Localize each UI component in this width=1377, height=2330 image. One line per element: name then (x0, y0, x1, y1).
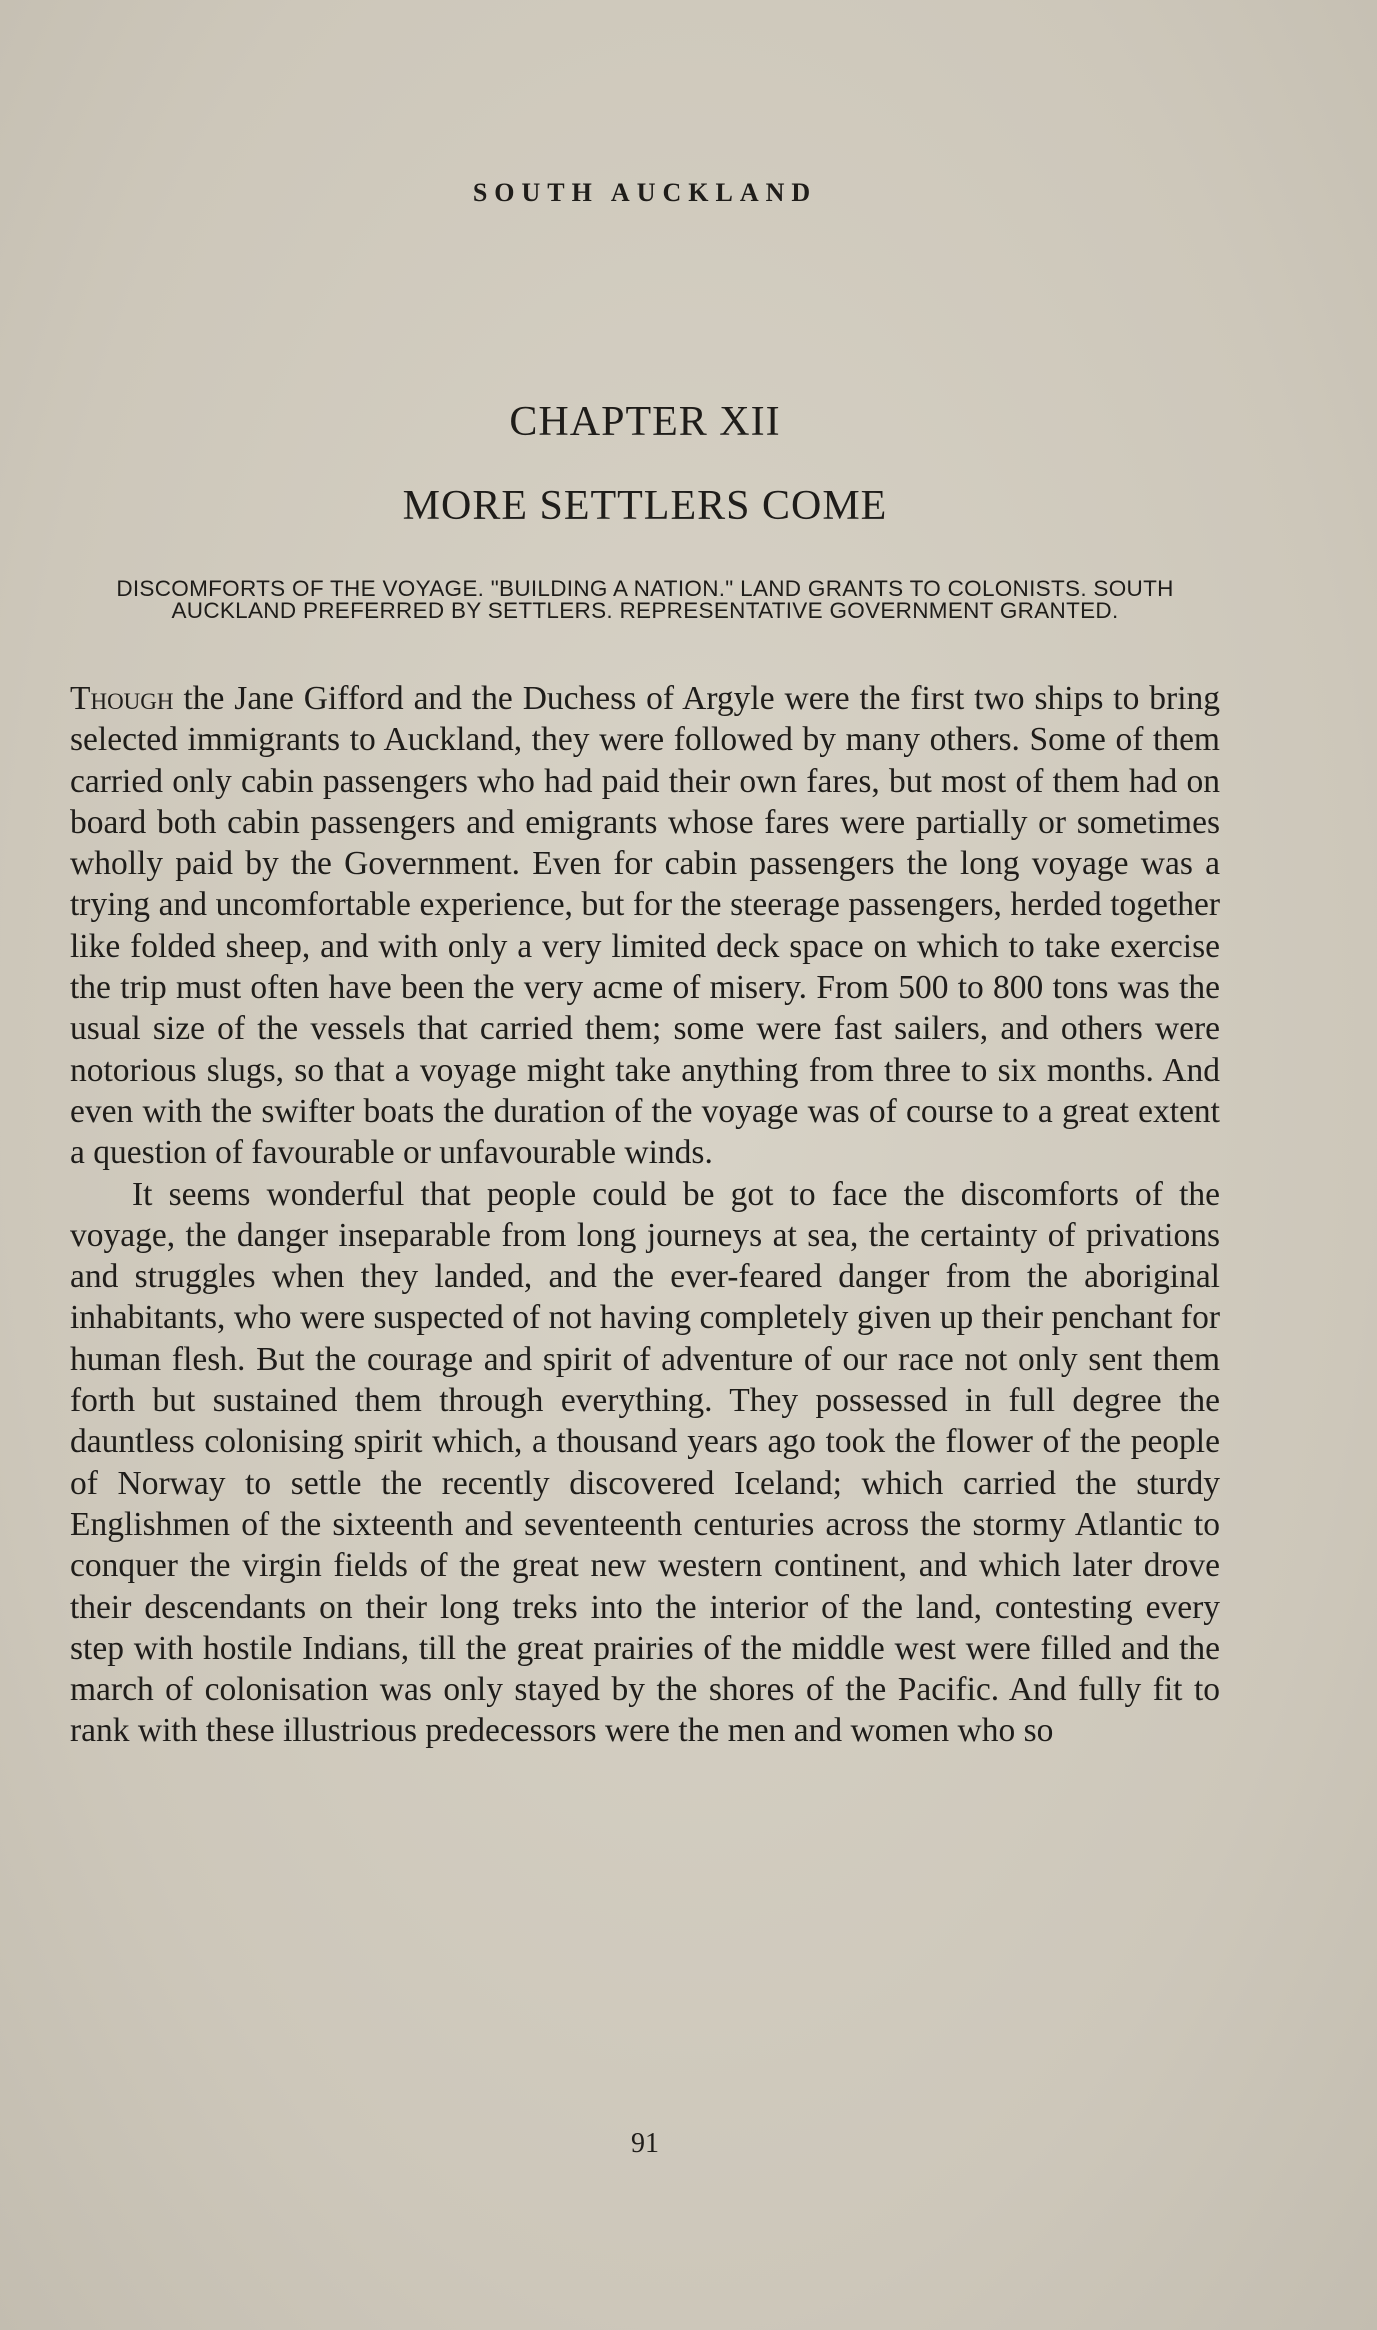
page-number: 91 (631, 2128, 659, 2159)
chapter-synopsis: DISCOMFORTS OF THE VOYAGE. "BUILDING A NATION." LAND GRANTS TO COLONISTS. SOUTH AUCKLAND PREFERRED BY SETTLERS. REPRESENTATIVE GOVERNMENT GRANTED. (116, 576, 1174, 623)
chapter-title: MORE SETTLERS COME (402, 483, 888, 529)
paragraph-1 (70, 678, 1220, 1174)
running-head: SOUTH AUCKLAND (472, 178, 818, 207)
body-text (70, 678, 1220, 1752)
paragraph-lead-word: Though (70, 680, 174, 717)
paragraph-2: It seems wonderful that people could be got to face the discomforts of the voyage, the danger inseparable from long journeys at sea, the certainty of privations and struggles when they landed, and the ever-feared danger from the aboriginal inhabitants, who were suspected of not having completely given up their penchant for human flesh. But the courage and spirit of adventure of our race not only sent them forth but sustained them through everything. They possessed in full degree the dauntless colonising spirit which, a thousand years ago took the flower of the people of Norway to settle the recently discovered Iceland; which carried the sturdy Englishmen of the sixteenth and seventeenth centuries across the stormy Atlantic to conquer the virgin fields of the great new western continent, and which later drove their descendants on their long treks into the interior of the land, contesting every step with hostile Indians, till the great prairies of the middle west were filled and the march of colonisation was only stayed by the shores of the Pacific. And fully fit to rank with these illustrious predecessors were the men and women who so (70, 1175, 1220, 1750)
chapter-number: CHAPTER XII (509, 399, 781, 445)
paragraph-1-text: the Jane Gifford and the Duchess of Argyle were the first two ships to bring selected immigrants to Auckland, they were followed by many others. Some of them carried only cabin passengers who had paid their own fares, but most of them had on board both cabin passengers and emigrants whose fares were partially or sometimes wholly paid by the Government. Even for cabin passengers the long voyage was a trying and uncomfortable experience, but for the steerage passengers, herded together like folded sheep, and with only a very limited deck space on which to take exercise the trip must often have been the very acme of misery. From 500 to 800 tons was the usual size of the vessels that carried them; some were fast sailers, and others were notorious slugs, so that a voyage might take anything from three to six months. And even with the swifter boats the duration of the voyage was of course to a great extent a question of favourable or unfavourable winds. (70, 680, 1220, 1172)
